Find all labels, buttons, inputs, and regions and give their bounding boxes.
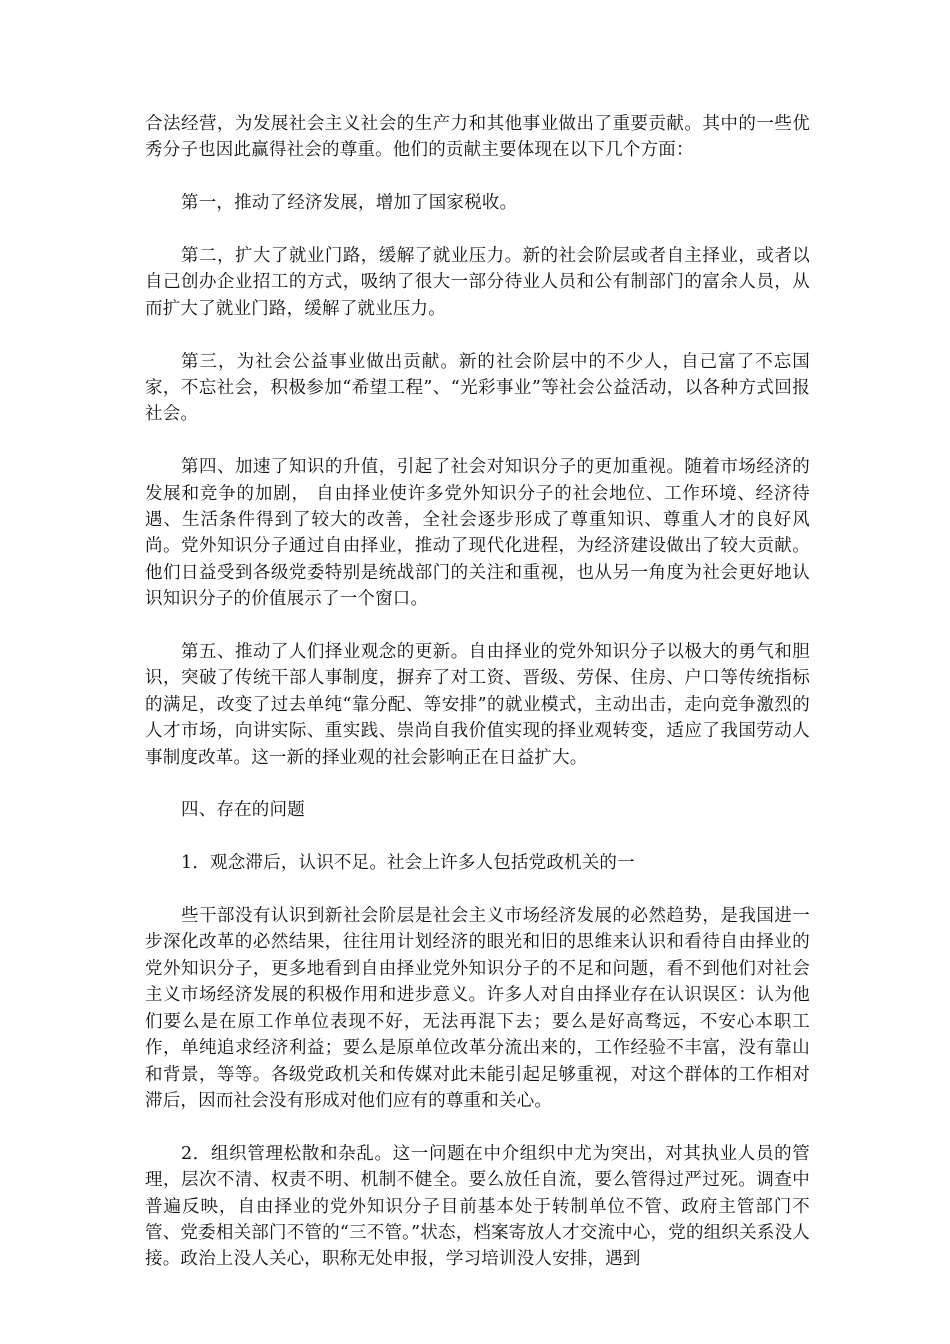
paragraph-problem-two: 2．组织管理松散和杂乱。这一问题在中介组织中尤为突出，对其执业人员的管理，层次不清、权责不明、机制不健全。要么放任自流，要么管得过严过死。调查中普遍反映，自由择业的党外知识分子目前基本处于转制单位不管、政府主管部门不管、党委相关部门不管的“三不管。”状态，档案寄放人才交流中心，党的组织关系没人接。政治上没人关心，职称无处申报，学习培训没人安排，遇到 — [145, 1143, 810, 1270]
paragraph-contributions-intro: 合法经营，为发展社会主义社会的生产力和其他事业做出了重要贡献。其中的一些优秀分子也因此赢得社会的尊重。他们的贡献主要体现在以下几个方面： — [145, 114, 810, 161]
paragraph-problem-one-body: 些干部没有认识到新社会阶层是社会主义市场经济发展的必然趋势，是我国进一步深化改革的必然结果，往往用计划经济的眼光和旧的思维来认识和看待自由择业的党外知识分子，更多地看到自由择业党外知识分子的不足和问题，看不到他们对社会主义市场经济发展的积极作用和进步意义。许多人对自由择业存在认识误区：认为他们要么是在原工作单位表现不好，无法再混下去；要么是好高骛远，不安心本职工作，单纯追求经济利益；要么是原单位改革分流出来的，工作经验不丰富，没有靠山和背景，等等。各级党政机关和传媒对此未能引起足够重视，对这个群体的工作相对滞后，因而社会没有形成对他们应有的尊重和关心。 — [145, 906, 810, 1111]
paragraph-point-two: 第二，扩大了就业门路，缓解了就业压力。新的社会阶层或者自主择业，或者以自己创办企业招工的方式，吸纳了很大一部分待业人员和公有制部门的富余人员，从而扩大了就业门路，缓解了就业压力。 — [145, 246, 810, 319]
paragraph-point-one: 第一，推动了经济发展，增加了国家税收。 — [181, 193, 518, 214]
section-heading-existing-problems: 四、存在的问题 — [181, 800, 305, 821]
paragraph-point-four: 第四、加速了知识的升值，引起了社会对知识分子的更加重视。随着市场经济的发展和竞争的加剧， 自由择业使许多党外知识分子的社会地位、工作环境、经济待遇、生活条件得到了较大的改善，全社会逐步形成了尊重知识、尊重人才的良好风尚。党外知识分子通过自由择业，推动了现代化进程，为经济建设做出了较大贡献。他们日益受到各级党委特别是统战部门的关注和重视，也从另一角度为社会更好地认识知识分子的价值展示了一个窗口。 — [145, 457, 810, 610]
paragraph-point-three: 第三，为社会公益事业做出贡献。新的社会阶层中的不少人，自己富了不忘国家，不忘社会，积极参加“希望工程”、“光彩事业”等社会公益活动，以各种方式回报社会。 — [145, 351, 810, 425]
document-body — [145, 111, 810, 1273]
paragraph-point-five: 第五、推动了人们择业观念的更新。自由择业的党外知识分子以极大的勇气和胆识，突破了传统干部人事制度，摒弃了对工资、晋级、劳保、住房、户口等传统指标的满足，改变了过去单纯“靠分配、等安排”的就业模式，主动出击，走向竞争激烈的人才市场，向讲实际、重实践、崇尚自我价值实现的择业观转变，适应了我国劳动人事制度改革。这一新的择业观的社会影响正在日益扩大。 — [145, 642, 810, 768]
paragraph-problem-one-heading: 1．观念滞后，认识不足。社会上许多人包括党政机关的一 — [181, 853, 635, 874]
